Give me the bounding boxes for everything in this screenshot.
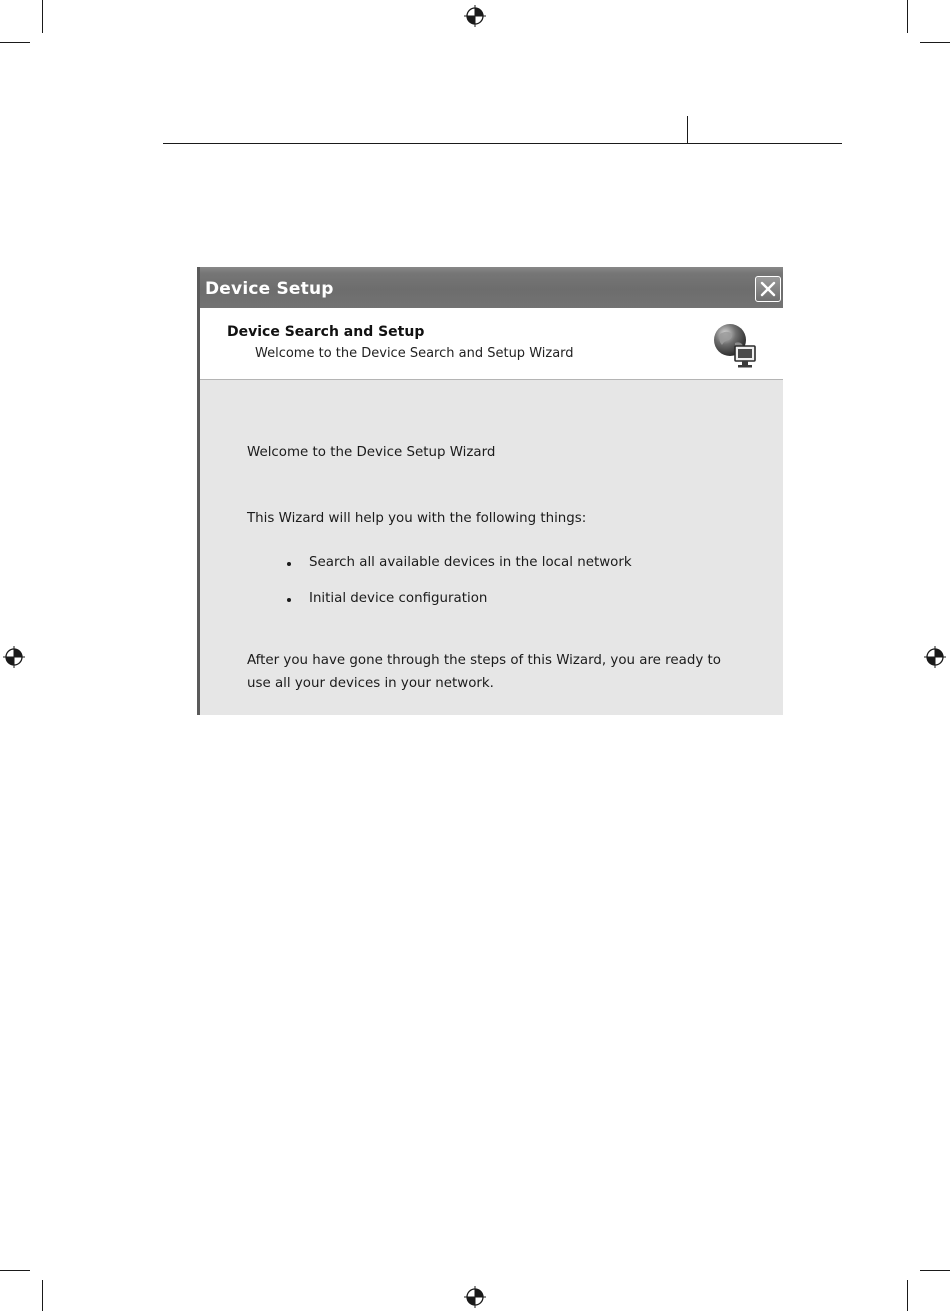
wizard-header-title: Device Search and Setup <box>227 324 425 340</box>
window-title: Device Setup <box>205 279 334 299</box>
list-item <box>287 591 632 627</box>
bullet <box>287 562 291 566</box>
close-icon <box>760 281 776 297</box>
registration-mark-icon <box>464 5 486 27</box>
registration-mark-icon <box>3 646 25 668</box>
crop-mark <box>42 1280 43 1311</box>
outro-text <box>247 649 721 695</box>
page-header-rule <box>163 143 842 144</box>
welcome-heading: Welcome to the Device Setup Wizard <box>247 445 496 460</box>
title-bar[interactable] <box>200 267 783 308</box>
feature-list <box>287 555 632 627</box>
wizard-header-subtitle: Welcome to the Device Search and Setup Wizard <box>255 346 574 361</box>
crop-mark <box>0 42 30 43</box>
crop-mark <box>907 1280 908 1311</box>
list-item-text: Search all available devices in the local network <box>309 555 632 570</box>
wizard-header <box>200 308 783 380</box>
registration-mark-icon <box>464 1286 486 1308</box>
crop-mark <box>0 1270 30 1271</box>
globe-network-icon <box>711 321 761 371</box>
intro-text: This Wizard will help you with the following things: <box>247 511 587 526</box>
crop-mark <box>42 0 43 33</box>
list-item-text: Initial device configuration <box>309 591 488 606</box>
wizard-body <box>200 380 783 715</box>
registration-mark-icon <box>924 646 946 668</box>
bullet <box>287 598 291 602</box>
page-header-divider <box>687 116 688 144</box>
device-setup-dialog <box>197 267 783 715</box>
crop-mark <box>920 42 950 43</box>
crop-mark <box>907 0 908 33</box>
crop-mark <box>920 1270 950 1271</box>
list-item <box>287 555 632 591</box>
close-button[interactable] <box>755 276 781 302</box>
outro-line: After you have gone through the steps of this Wizard, you are ready to <box>247 653 721 668</box>
outro-line: use all your devices in your network. <box>247 676 494 691</box>
